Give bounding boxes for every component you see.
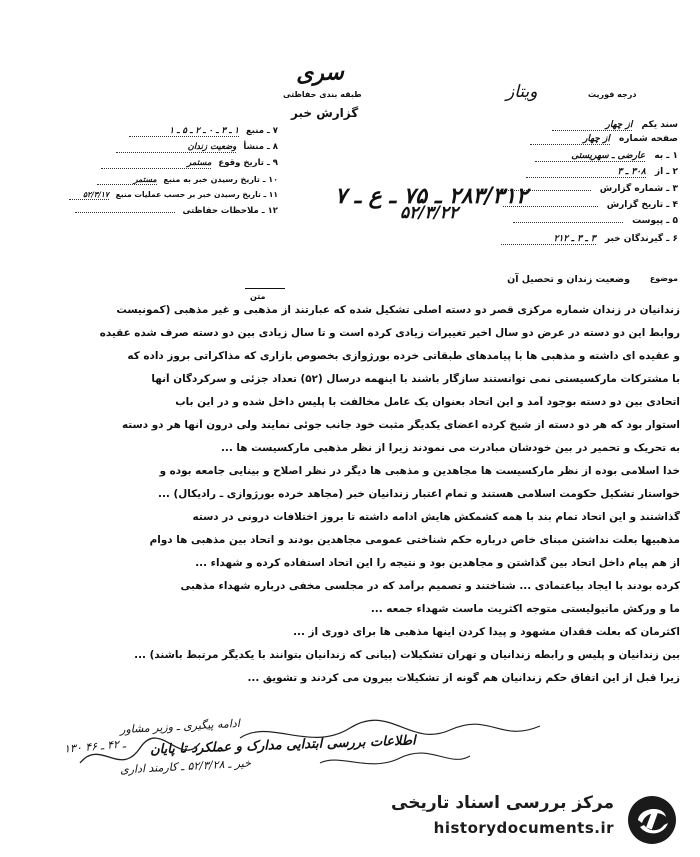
field-label: ۹ ـ تاریخ وقوع: [218, 158, 278, 168]
classification-label: طبقه بندی حفاظتی: [283, 90, 362, 99]
field-row: [488, 134, 678, 145]
watermark: [358, 791, 688, 847]
body-line: اکثرمان که بعلت فقدان مشهود و پیدا کردن اینها مذهبی ها برای دوری از ...: [293, 626, 680, 638]
body-line: با مشترکات مارکسیستی نمی توانستند سازگار باشند با اینهمه درسال (۵۲) تعداد جزئی و سرکردگان آنها: [151, 373, 680, 385]
field-value: از چهار: [552, 120, 632, 131]
margin-note: ۱۳۰ ـ ۴۲ ـ ۴۶: [63, 737, 127, 756]
field-value: ۳ ـ ۳ ـ ۲۱۲: [501, 234, 596, 245]
body-line: روابط این دو دسته در عرض دو سال اخیر تغییرات زیادی کرده است و تا سال زیادی بین دو دسته صرف شده عقیده: [99, 327, 680, 339]
subject-rule: [245, 288, 285, 289]
body-line: مذهبیها بعلت نداشتن مبنای خاص درباره حکم شناختی عمومی مجاهدین بودند و اتحاد بین مذهبی ها دوام: [149, 534, 680, 546]
field-row: [488, 216, 678, 226]
field-label: صفحه شماره: [618, 134, 678, 144]
reference-date: ۵۲/۳/۲۲: [400, 203, 459, 223]
field-row: [40, 174, 278, 185]
body-line: گذاشتند و این اتحاد تمام بند با همه کشمکش هایش ادامه داشته تا بروز اختلافات درونی در دسته: [192, 511, 680, 523]
body-line: استوار بود که هر دو دسته از شیخ کرده اعضای یکدیگر مثبت خود جانب جوئی نمایند ولی درون آنها هر دو دسته: [122, 419, 680, 431]
field-label: ۱۲ ـ ملاحظات حفاظتی: [182, 206, 278, 216]
field-label: ۳ ـ شماره گزارش: [599, 184, 678, 194]
field-row: [60, 158, 278, 169]
field-label: ۷ ـ منبع: [245, 126, 278, 136]
field-row: [60, 206, 278, 216]
field-label: ۲ ـ از: [654, 167, 678, 177]
subject-label: موضوع: [649, 274, 678, 283]
body-line: اتحادی بین دو دسته بوجود آمد و این اتحاد بعنوان یک عامل مخالفت با پلیس داخل شده و در این باب: [175, 396, 680, 408]
body-line: زیرا قبل از این اتفاق حکم زندانیان هم گونه از تشکیلات بیرون می کردند و تشویق ...: [247, 672, 680, 684]
urgency-value: ویتاز: [506, 82, 538, 102]
field-value: ۵۲/۳/۱۷: [69, 190, 109, 200]
signature-note: ادامه پیگیری ـ وزیر مشاور: [119, 716, 241, 737]
field-label: ۱۱ ـ تاریخ رسیدن خبر بر حسب عملیات منبع: [115, 190, 278, 199]
field-label: ۱۰ ـ تاریخ رسیدن خبر به منبع: [163, 175, 278, 184]
body-line: و عقیده ای داشته و مذهبی ها با پیامدهای طبقاتی خرده بورژوازی بخصوص بازاری که مذاکراتی بروز داده که: [127, 350, 680, 362]
field-label: سند یکم: [641, 120, 678, 130]
field-row: [488, 151, 678, 162]
notes-label: متن: [250, 292, 266, 301]
field-row: [60, 126, 278, 137]
watermark-logo-icon: [620, 793, 684, 847]
signature-note: خیر ـ ۵۲/۳/۲۸ ـ کارمند اداری: [119, 756, 252, 777]
field-row: [60, 142, 278, 153]
body-line: به تحریک و تحمیر در بین خودشان مبادرت می نمودند زیرا از نظر مذهبی مارکسیست ها ...: [220, 442, 680, 454]
body-line: ما و ورکش مانیولیستی متوجه اکثریت ماست شهداء جمعه ...: [370, 603, 680, 615]
field-value: از چهار: [530, 134, 610, 145]
watermark-url: historydocuments.ir: [433, 819, 614, 837]
field-row: [488, 234, 678, 245]
signature-note: اطلاعات بررسی ابتدایی مدارک و عملکرد تا پایان: [149, 733, 416, 758]
signature-scribble: [70, 708, 590, 788]
field-row: [488, 120, 678, 131]
field-value: مستمر: [101, 158, 211, 169]
field-label: ۴ ـ تاریخ گزارش: [606, 200, 678, 210]
field-label: ۱ ـ به: [654, 151, 678, 161]
field-value: وضعیت زندان: [116, 142, 236, 153]
field-value: عارضی ـ سهریستی: [535, 151, 645, 162]
field-row: [488, 167, 678, 178]
report-title: گزارش خبر: [291, 106, 359, 120]
field-value: مستمر: [97, 174, 157, 185]
field-row: [30, 190, 278, 200]
field-label: ۵ ـ پیوست: [632, 216, 678, 226]
field-label: ۶ ـ گیرندگان خبر: [604, 234, 678, 244]
body-line: بین زندانیان و پلیس و رابطه زندانیان و تهران تشکیلات (بیانی که زندانیان بتوانند با یکدیگر مرتبط باشند) ...: [134, 649, 680, 661]
reference-number: ۲۸۳/۳۱۲ ـ ۷۵ ـ ع ـ ۷: [335, 183, 528, 209]
watermark-org: مرکز بررسی اسناد تاریخی: [391, 793, 614, 813]
subject-text: وضعیت زندان و تحصیل آن: [507, 274, 630, 285]
body-line: کرده بودند با ایجاد بیاعتمادی ... شناختند و تصمیم برآمد که در مجلسی مخفی درباره شهداء مذهبی: [180, 580, 680, 592]
field-label: ۸ ـ منشأ: [243, 142, 278, 152]
field-value: ۱ ـ ۳ ـ ۰ ـ ۲ ـ ۵ ـ ۱: [129, 126, 239, 137]
urgency-label: درجه فوریت: [588, 90, 637, 99]
body-line: از هم پیام داخل اتحاد بین گذاشتن و مجاهدین بود و نتیجه را این اتحاد استفاده کرده و شهداء ...: [195, 557, 680, 569]
field-value: [513, 222, 623, 223]
classification-stamp: سری: [295, 59, 345, 87]
body-line: زندانیان در زندان شماره مرکزی قصر دو دسته اصلی تشکیل شده که عبارتند از مذهبی و غیر مذهبی (کمونیست: [116, 304, 680, 316]
body-line: خواستار تشکیل حکومت اسلامی هستند و تمام اعتبار زندانیان خبر (مجاهد خرده بورژوازی ـ رادیکال) ...: [158, 488, 680, 500]
body-line: خدا اسلامی بوده از نظر مارکسیست ها مجاهدین و مذهبی ها دیگر در نظر اصلاح و بینایی جامعه بوده و: [159, 465, 680, 477]
field-value: ۳۰۸ ـ ۳: [526, 167, 646, 178]
field-value: [75, 212, 175, 213]
